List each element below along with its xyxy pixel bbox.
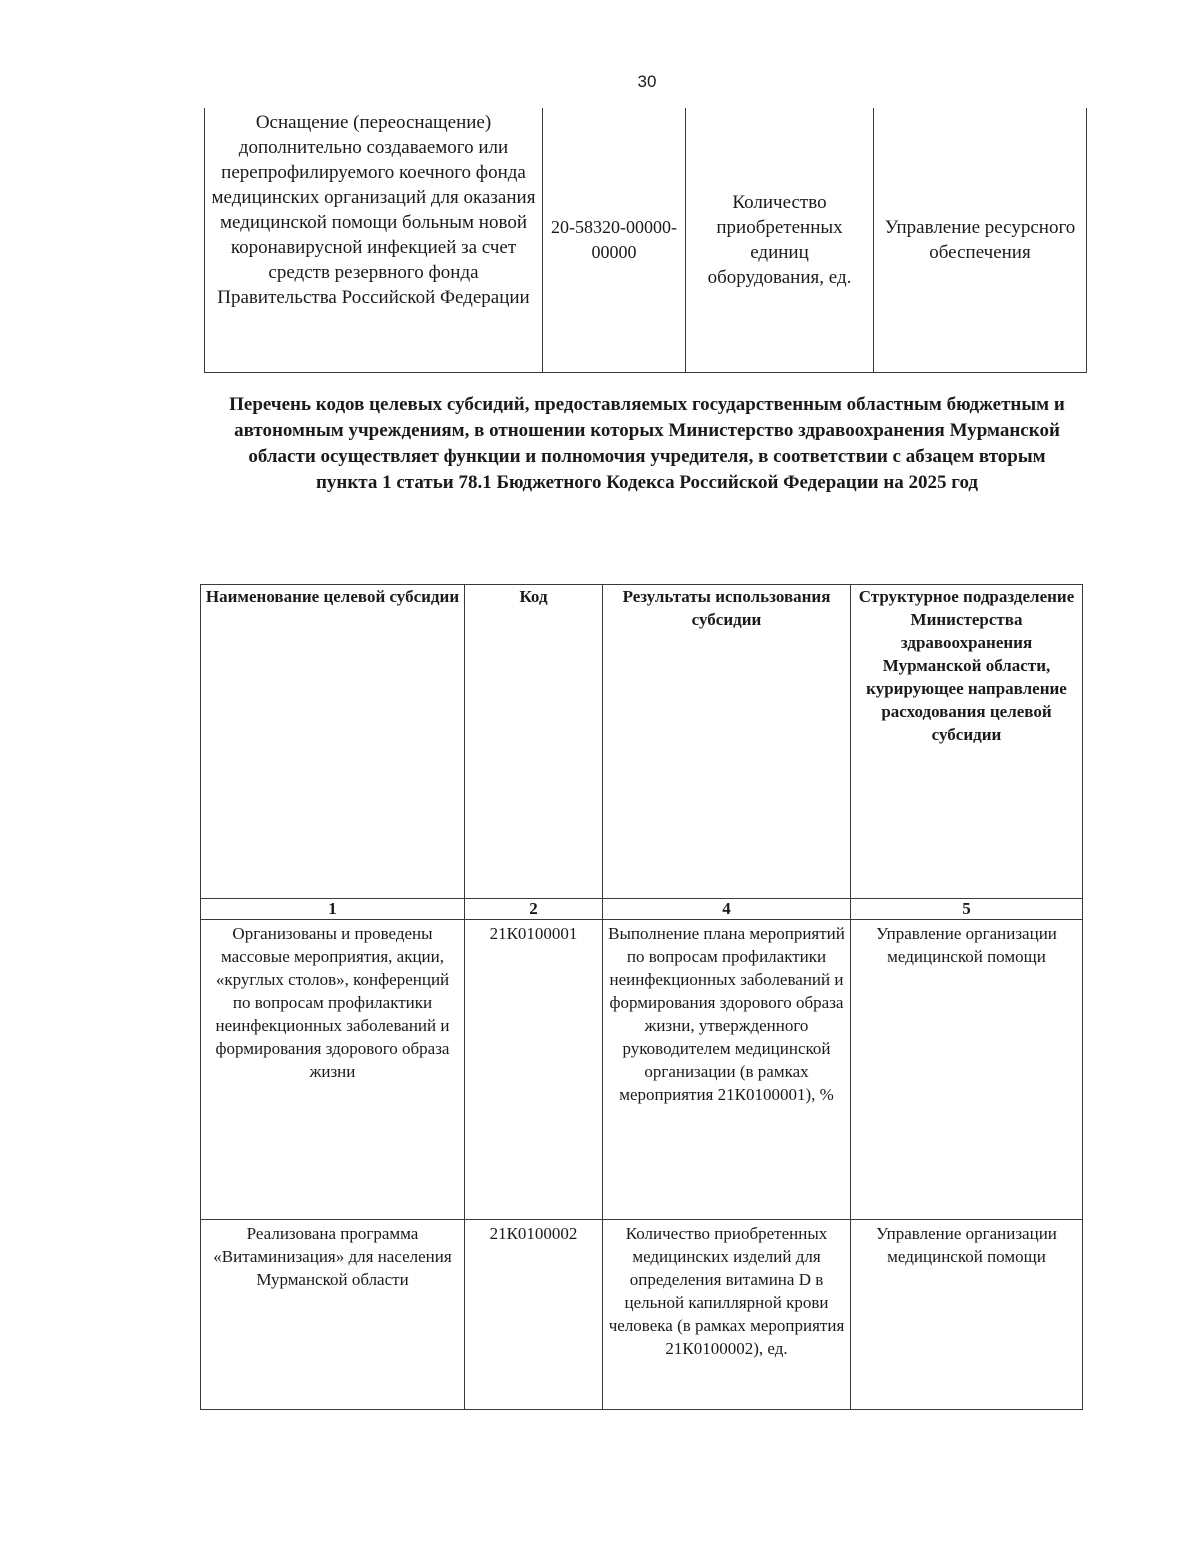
subsidy-result-cell: Выполнение плана мероприятий по вопросам профилактики неинфекционных заболеваний и формирования здорового образа жизни, утвержденного руководителем медицинской организации (в рамках мероприятия 21К0100001), %	[603, 920, 851, 1220]
column-number: 2	[465, 899, 603, 920]
subsidy-result-cell: Количество приобретенных единиц оборудования, ед.	[686, 108, 874, 373]
department-cell: Управление организации медицинской помощи	[851, 1220, 1083, 1410]
table-row	[205, 108, 1087, 373]
subsidy-code-cell: 21К0100001	[465, 920, 603, 1220]
table-header-row	[201, 585, 1083, 899]
department-cell: Управление организации медицинской помощи	[851, 920, 1083, 1220]
section-title: Перечень кодов целевых субсидий, предоставляемых государственным областным бюджетным и автономным учреждениям, в отношении которых Министерство здравоохранения Мурманской области осуществляет функции и полномочия учредителя, в соответствии с абзацем вторым пункта 1 статьи 78.1 Бюджетного Кодекса Российской Федерации на 2025 год	[229, 394, 1065, 493]
subsidy-result-cell: Количество приобретенных медицинских изделий для определения витамина D в цельной капиллярной крови человека (в рамках мероприятия 21К0100002), ед.	[603, 1220, 851, 1410]
column-number: 5	[851, 899, 1083, 920]
header-results: Результаты использования субсидии	[603, 585, 851, 899]
subsidy-code-cell: 21К0100002	[465, 1220, 603, 1410]
header-department: Структурное подразделение Министерства здравоохранения Мурманской области, курирующее направление расходования целевой субсидии	[851, 585, 1083, 899]
department-cell: Управление ресурсного обеспечения	[874, 108, 1087, 373]
subsidy-codes-table	[200, 584, 1083, 1410]
continued-table	[204, 108, 1087, 373]
column-numbers-row	[201, 899, 1083, 920]
header-name: Наименование целевой субсидии	[201, 585, 465, 899]
column-number: 1	[201, 899, 465, 920]
subsidy-code-cell: 20-58320-00000-00000	[543, 108, 686, 373]
page-number: 30	[637, 72, 657, 91]
subsidy-name-cell: Оснащение (переоснащение) дополнительно создаваемого или перепрофилируемого коечного фонда медицинских организаций для оказания медицинской помощи больным новой коронавирусной инфекцией за счет средств резервного фонда Правительства Российской Федерации	[205, 108, 543, 373]
table-row	[201, 1220, 1083, 1410]
subsidy-name-cell: Реализована программа «Витаминизация» для населения Мурманской области	[201, 1220, 465, 1410]
header-code: Код	[465, 585, 603, 899]
column-number: 4	[603, 899, 851, 920]
subsidy-name-cell: Организованы и проведены массовые мероприятия, акции, «круглых столов», конференций по вопросам профилактики неинфекционных заболеваний и формирования здорового образа жизни	[201, 920, 465, 1220]
table-row	[201, 920, 1083, 1220]
